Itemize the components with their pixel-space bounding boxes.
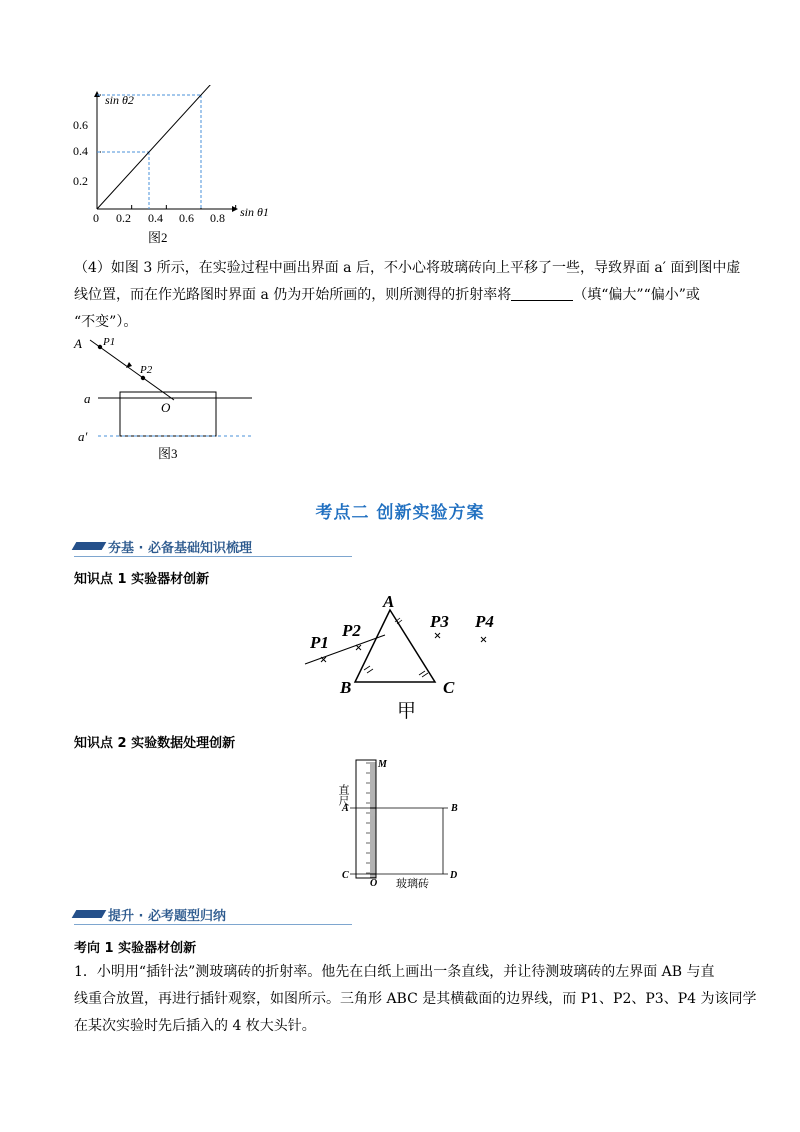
fig2-ylabel: sin θ2	[105, 93, 134, 107]
fig3-label-A: A	[74, 336, 82, 351]
ruler-label-B: B	[451, 803, 458, 814]
fig2-xtick-0.4: 0.4	[148, 211, 163, 225]
answer-blank[interactable]	[511, 286, 573, 301]
pin-label-P4: P4	[475, 612, 494, 631]
ruler-label-char1: 直尺	[337, 784, 349, 806]
prism-label-C: C	[443, 678, 455, 697]
fig2-caption: 图2	[148, 230, 168, 245]
fig3-pin-p2	[141, 376, 145, 380]
pin-label-P3: P3	[430, 612, 449, 631]
prism-hatch-marks	[364, 618, 428, 677]
fig2-xtick-0: 0	[93, 211, 99, 225]
fig3-incident-ray	[90, 340, 174, 400]
fig2-xlabel: sin θ1	[240, 205, 269, 219]
q1-line3: 在某次实验时先后插入的 4 枚大头针。	[74, 1018, 316, 1034]
kp2-heading: 知识点 2 实验数据处理创新	[74, 736, 236, 751]
banner-underline	[74, 924, 352, 925]
prism-label-B: B	[340, 678, 352, 697]
q4-line2-text: 线位置，而在作光路图时界面 a 仍为开始所画的，则所测得的折射率将	[74, 287, 512, 303]
ruler-label-C: C	[342, 870, 349, 881]
fig2-xtick-0.6: 0.6	[179, 211, 194, 225]
fig-jia-diagram	[295, 585, 515, 725]
kp1-heading: 知识点 1 实验器材创新	[74, 572, 210, 587]
fig2-x-arrow	[232, 206, 238, 212]
fig-ruler-diagram	[330, 752, 470, 892]
fig2-ytick-0.4: 0.4	[73, 144, 88, 158]
fig3-label-a: a	[84, 391, 91, 406]
fig3-diagram	[70, 330, 270, 465]
q1-line1: 1．小明用“插针法”测玻璃砖的折射率。他先在白纸上画出一条直线，并让待测玻璃砖的左界面 AB 与直	[74, 964, 715, 980]
fig3-label-a-prime: a′	[78, 429, 88, 444]
banner-advance-text: 提升 · 必考题型归纳	[108, 908, 226, 924]
fig2-y-arrow	[94, 91, 100, 97]
fig3-caption: 图3	[158, 446, 178, 461]
ruler-label-D: D	[450, 870, 458, 881]
q4-line2-options: （填“偏大”“偏小”或	[573, 287, 700, 303]
fig3-label-P2: P2	[140, 364, 153, 376]
q4-line1: （4）如图 3 所示，在实验过程中画出界面 a 后，不小心将玻璃砖向上平移了一些，导致界面 a′ 面到图中虚	[74, 260, 741, 276]
pin-label-P1: P1	[310, 633, 329, 652]
banner-basics	[74, 535, 352, 557]
banner-advance	[74, 903, 352, 925]
fig2-ytick-0.6: 0.6	[73, 118, 88, 132]
fig2-ytick-0.2: 0.2	[73, 174, 88, 188]
ruler-label-M: M	[378, 759, 387, 770]
fig3-ray-arrow	[126, 362, 132, 368]
q4-line2	[74, 282, 700, 309]
q4-line3: “不变”）。	[74, 314, 138, 330]
section-title: 考点二 创新实验方案	[315, 503, 485, 523]
ruler-label-O: O	[370, 878, 378, 889]
fig2-xtick-0.2: 0.2	[116, 211, 131, 225]
prism-label-A: A	[383, 592, 395, 611]
fig3-label-P1: P1	[103, 336, 116, 348]
fig3-label-O: O	[161, 400, 171, 415]
banner-bar-icon	[72, 910, 107, 918]
banner-underline	[74, 556, 352, 557]
banner-basics-text: 夯基 · 必备基础知识梳理	[108, 540, 252, 556]
glass-label: 玻璃砖	[396, 878, 429, 890]
fig2-chart	[60, 85, 290, 255]
fig-jia-caption: 甲	[397, 701, 417, 722]
fig3-pin-p1	[98, 345, 102, 349]
q1-line2: 线重合放置，再进行插针观察，如图所示。三角形 ABC 是其横截面的边界线，而 P1、P2、P3、P4 为该同学	[74, 991, 757, 1007]
direction1-heading: 考向 1 实验器材创新	[74, 941, 197, 956]
prism-triangle	[355, 610, 435, 682]
pin-label-P2: P2	[342, 621, 361, 640]
ruler-label-A: A	[342, 803, 349, 814]
fig2-xtick-0.8: 0.8	[210, 211, 225, 225]
banner-bar-icon	[72, 542, 107, 550]
